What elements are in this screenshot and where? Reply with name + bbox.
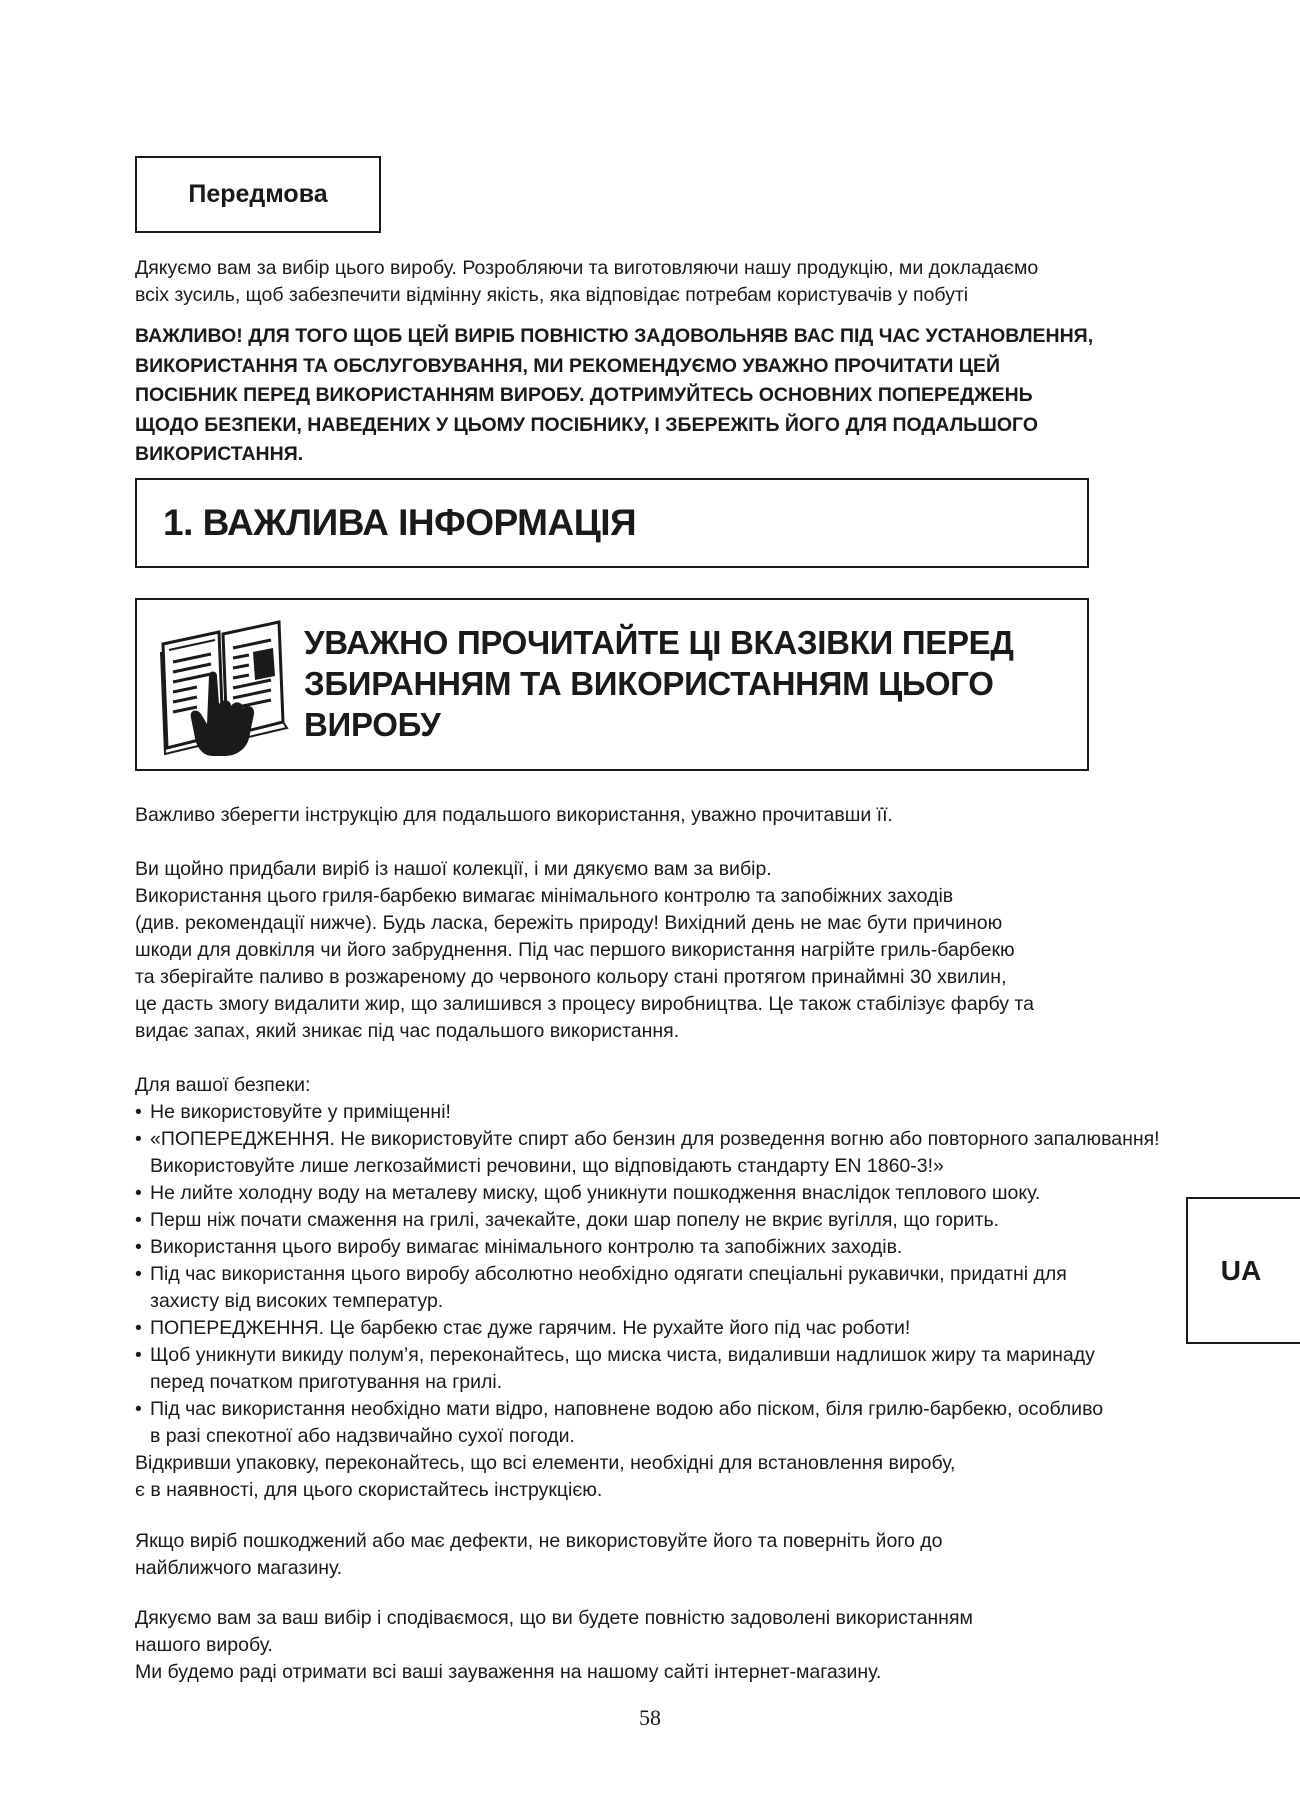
thanks-line: Дякуємо вам за ваш вибір і сподіваємося, що ви будете повністю задоволені використанням — [135, 1607, 973, 1629]
body-intro-line: це дасть змогу видалити жир, що залишився з процесу виробництва. Це також стабілізує фарбу та — [135, 993, 1034, 1015]
preface-warning — [135, 322, 1175, 470]
preface-heading-box — [135, 156, 381, 233]
thanks-note — [135, 1605, 1175, 1686]
body-intro-line: та зберігайте паливо в розжареному до червоного кольору стані протягом принаймні 30 хвилин, — [135, 966, 1007, 988]
preface-warning-line: ВИКОРИСТАННЯ. — [135, 443, 304, 465]
read-manual-icon — [157, 614, 292, 759]
unpacking-line: Відкривши упаковку, переконайтесь, що всі елементи, необхідні для встановлення виробу, — [135, 1452, 956, 1474]
safety-item: • Під час використання цього виробу абсолютно необхідно одягати спеціальні рукавички, придатні для захисту від високих температур. — [135, 1261, 1140, 1315]
preface-warning-line: ВИКОРИСТАННЯ ТА ОБСЛУГОВУВАННЯ, МИ РЕКОМЕНДУЄМО УВАЖНО ПРОЧИТАТИ ЦЕЙ — [135, 354, 1001, 377]
body-intro-line: видає запах, який зникає під час подальшого використання. — [135, 1020, 680, 1042]
language-tab-label: UA — [1220, 1254, 1262, 1286]
read-notice-line: УВАЖНО ПРОЧИТАЙТЕ ЦІ ВКАЗІВКИ ПЕРЕД — [304, 624, 1014, 661]
safety-item: • ПОПЕРЕДЖЕННЯ. Це барбекю стає дуже гарячим. Не рухайте його під час роботи! — [135, 1315, 1215, 1342]
read-notice-line: ЗБИРАННЯМ ТА ВИКОРИСТАННЯМ ЦЬОГО — [304, 665, 994, 702]
preface-warning-line: ПОСІБНИК ПЕРЕД ВИКОРИСТАННЯМ ВИРОБУ. ДОТРИМУЙТЕСЬ ОСНОВНИХ ПОПЕРЕДЖЕНЬ — [135, 384, 1033, 406]
preface-intro-line: Дякуємо вам за вибір цього виробу. Розробляючи та виготовляючи нашу продукцію, ми докладаємо — [135, 257, 1039, 279]
damaged-line: найближчого магазину. — [135, 1557, 343, 1579]
unpacking-note — [135, 1450, 1175, 1504]
preface-title: Передмова — [188, 180, 328, 208]
preface-intro — [135, 255, 1175, 309]
safety-item: • «ПОПЕРЕДЖЕННЯ. Не використовуйте спирт або бензин для розведення вогню або повторного запалювання! Використовуйте лише легкозаймисті речовини, що відповідають стандарту EN 1860-3!» — [135, 1126, 1215, 1180]
damaged-note — [135, 1528, 1175, 1582]
read-notice-text — [304, 622, 1064, 745]
preface-warning-line: ВАЖЛИВО! ДЛЯ ТОГО ЩОБ ЦЕЙ ВИРІБ ПОВНІСТЮ ЗАДОВОЛЬНЯВ ВАС ПІД ЧАС УСТАНОВЛЕННЯ, — [135, 325, 1094, 347]
body-intro-line: шкоди для довкілля чи його забруднення. Під час першого використання нагрійте гриль-барбекю — [135, 939, 1015, 961]
safety-list — [135, 1099, 1215, 1450]
safety-item: • Використання цього виробу вимагає мінімального контролю та запобіжних заходів. — [135, 1234, 1215, 1261]
safety-item: • Не лийте холодну воду на металеву миску, щоб уникнути пошкодження внаслідок теплового шоку. — [135, 1180, 1215, 1207]
section-title: 1. ВАЖЛИВА ІНФОРМАЦІЯ — [163, 502, 637, 543]
safety-item: • Не використовуйте у приміщенні! — [135, 1099, 1215, 1126]
body-intro-line: Ви щойно придбали виріб із нашої колекції, і ми дякуємо вам за вибір. — [135, 858, 772, 880]
safety-item: • Перш ніж почати смаження на грилі, зачекайте, доки шар попелу не вкриє вугілля, що горить. — [135, 1207, 1215, 1234]
read-notice-line: ВИРОБУ — [304, 706, 441, 743]
language-tab — [1186, 1197, 1300, 1344]
body-intro — [135, 856, 1175, 1045]
preface-intro-line: всіх зусиль, щоб забезпечити відмінну якість, яка відповідає потребам користувачів у побуті — [135, 284, 969, 306]
body-intro-line: Використання цього гриля-барбекю вимагає мінімального контролю та запобіжних заходів — [135, 885, 954, 907]
thanks-line: нашого виробу. — [135, 1634, 273, 1656]
preface-warning-line: ЩОДО БЕЗПЕКИ, НАВЕДЕНИХ У ЦЬОМУ ПОСІБНИКУ, І ЗБЕРЕЖІТЬ ЙОГО ДЛЯ ПОДАЛЬШОГО — [135, 413, 1039, 436]
safety-item: • Під час використання необхідно мати відро, наповнене водою або піском, біля грилю-барбекю, особливо в разі спекотної або надзвичайно сухої погоди. — [135, 1396, 1110, 1450]
section-heading-box — [135, 478, 1089, 568]
safety-item: • Щоб уникнути викиду полум’я, переконайтесь, що миска чиста, видаливши надлишок жиру та маринаду перед початком приготування на грилі. — [135, 1342, 1110, 1396]
page-number: 58 — [639, 1705, 661, 1730]
keep-instructions: Важливо зберегти інструкцію для подальшого використання, уважно прочитавши її. — [135, 804, 893, 826]
damaged-line: Якщо виріб пошкоджений або має дефекти, не використовуйте його та поверніть його до — [135, 1530, 943, 1552]
body-intro-line: (див. рекомендації нижче). Будь ласка, бережіть природу! Вихідний день не має бути причиною — [135, 912, 1003, 934]
read-notice-box — [135, 598, 1089, 771]
unpacking-line: є в наявності, для цього скористайтесь інструкцією. — [135, 1479, 603, 1501]
thanks-line: Ми будемо раді отримати всі ваші зауваження на нашому сайті інтернет-магазину. — [135, 1661, 882, 1683]
safety-heading: Для вашої безпеки: — [135, 1074, 311, 1096]
